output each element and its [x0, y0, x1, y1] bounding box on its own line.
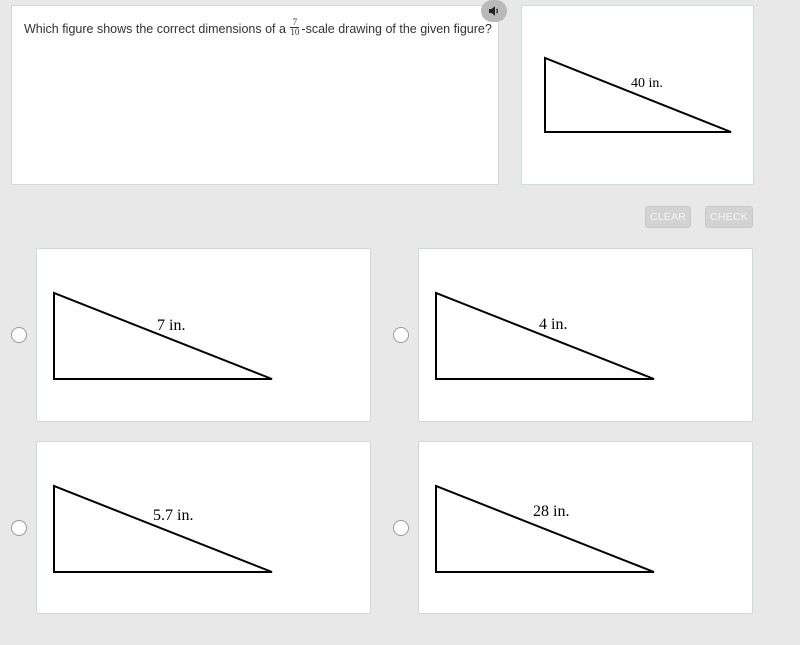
option-d-radio[interactable]	[393, 520, 409, 536]
option-d-card[interactable]	[418, 441, 753, 614]
audio-button[interactable]	[481, 0, 507, 22]
option-b-card[interactable]	[418, 248, 753, 422]
option-b-label: 4 in.	[539, 316, 568, 333]
check-button[interactable]: CHECK	[705, 206, 753, 228]
speaker-icon	[488, 5, 500, 17]
option-d-triangle	[419, 442, 754, 615]
scale-fraction	[290, 18, 299, 37]
option-a-card[interactable]	[36, 248, 371, 422]
option-a-radio[interactable]	[11, 327, 27, 343]
option-b-radio[interactable]	[393, 327, 409, 343]
fraction-numerator: 7	[290, 18, 299, 28]
question-text	[24, 17, 492, 39]
option-d-label: 28 in.	[533, 503, 570, 520]
given-hypotenuse-label: 40 in.	[631, 76, 663, 91]
option-a-label: 7 in.	[157, 317, 186, 334]
given-figure-card	[521, 5, 754, 185]
given-triangle	[522, 6, 755, 186]
question-suffix: -scale drawing of the given figure?	[301, 21, 492, 36]
option-a-triangle	[37, 249, 372, 423]
option-c-triangle	[37, 442, 372, 615]
clear-button[interactable]: CLEAR	[645, 206, 691, 228]
option-c-card[interactable]	[36, 441, 371, 614]
question-card	[11, 5, 499, 185]
option-b-triangle	[419, 249, 754, 423]
question-prefix: Which figure shows the correct dimensions of a	[24, 21, 290, 36]
option-c-label: 5.7 in.	[153, 507, 194, 524]
option-c-radio[interactable]	[11, 520, 27, 536]
fraction-denominator: 10	[290, 27, 300, 37]
